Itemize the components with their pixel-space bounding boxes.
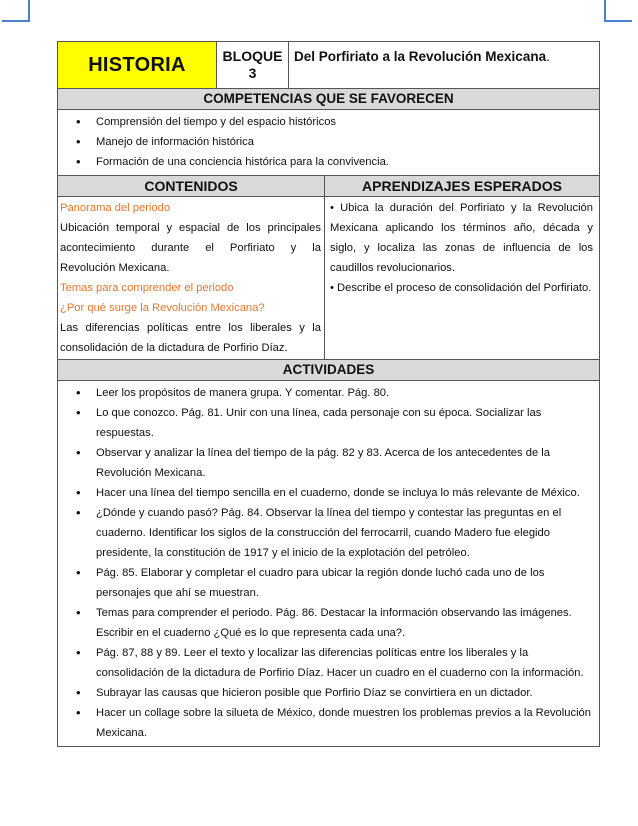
list-item: • Hacer un collage sobre la silueta de México, donde muestren los problemas previos a la Revolución Mexicana. bbox=[58, 703, 599, 743]
bloque-cell bbox=[217, 42, 289, 89]
corner-mark-right bbox=[604, 0, 632, 22]
list-item: • Formación de una conciencia histórica para la convivencia. bbox=[58, 152, 599, 172]
competencias-cell bbox=[58, 110, 600, 176]
panorama-text-line: acontecimiento durante el Porfiriato y la bbox=[60, 242, 321, 254]
list-item: • Subrayar las causas que hicieron posible que Porfirio Díaz se convirtiera en un dictador. bbox=[58, 683, 599, 703]
list-item: • Lo que conozco. Pág. 81. Unir con una línea, cada personaje con su época. Socializar las respuestas. bbox=[58, 403, 599, 443]
lesson-plan-table bbox=[57, 41, 600, 747]
list-item: • Observar y analizar la línea del tiempo de la pág. 82 y 83. Acerca de los antecedentes de la Revolución Mexicana. bbox=[58, 443, 599, 483]
list-item: • Hacer una línea del tiempo sencilla en el cuaderno, donde se incluya lo más relevante de México. bbox=[58, 483, 599, 503]
corner-mark-left bbox=[2, 0, 30, 22]
panorama-heading: Panorama del periodo bbox=[60, 202, 171, 214]
block-title-cell bbox=[289, 42, 600, 89]
contenidos-heading: CONTENIDOS bbox=[58, 176, 325, 197]
actividades-list bbox=[58, 381, 599, 746]
list-item: • Pág. 85. Elaborar y completar el cuadro para ubicar la región donde luchó cada uno de los personajes que ahí se muestran. bbox=[58, 563, 599, 603]
actividades-heading: ACTIVIDADES bbox=[58, 360, 600, 381]
diferencias-text: Las diferencias políticas entre los liberales y la consolidación de la dictadura de Porfirio Díaz. bbox=[60, 322, 321, 354]
contenidos-cell bbox=[58, 197, 325, 360]
actividades-cell bbox=[58, 381, 600, 747]
panorama-text-line: Ubicación temporal y espacial de los principales bbox=[60, 222, 321, 234]
aprendizaje-item: • Describe el proceso de consolidación del Porfiriato. bbox=[330, 282, 592, 294]
header-row bbox=[58, 42, 600, 89]
list-item: • Pág. 87, 88 y 89. Leer el texto y localizar las diferencias políticas entre los liberales y la consolidación de la dictadura de Porfirio Díaz. Hacer un cuadro en el cuaderno con la información. bbox=[58, 643, 599, 683]
competencias-list bbox=[58, 110, 599, 175]
subject-cell bbox=[58, 42, 217, 89]
list-item: • Temas para comprender el periodo. Pág. 86. Destacar la información observando las imágenes. Escribir en el cuaderno ¿Qué es lo que representa cada una?. bbox=[58, 603, 599, 643]
bloque-label: BLOQUE bbox=[222, 48, 283, 64]
lesson-plan-sheet bbox=[57, 41, 599, 747]
competencias-heading: COMPETENCIAS QUE SE FAVORECEN bbox=[58, 89, 600, 110]
subject-title: HISTORIA bbox=[88, 53, 186, 76]
aprendizajes-cell bbox=[325, 197, 600, 360]
bloque-number: 3 bbox=[248, 65, 257, 81]
temas-heading: Temas para comprender el periodo bbox=[60, 282, 234, 294]
list-item: • Leer los propósitos de manera grupa. Y comentar. Pág. 80. bbox=[58, 383, 599, 403]
aprendizaje-item: • Ubica la duración del Porfiriato y la Revolución Mexicana aplicando los términos año, década y siglo, y localiza las zonas de influencia de los caudillos revolucionarios. bbox=[330, 202, 593, 274]
list-item: • ¿Dónde y cuando pasó? Pág. 84. Observar la línea del tiempo y contestar las preguntas en el cuaderno. Identificar los siglos de la construcción del ferrocarril, cuando Madero fue elegido presidente, la constitución de 1917 y el inicio de la explotación del petróleo. bbox=[58, 503, 599, 563]
pregunta-text: ¿Por qué surge la Revolución Mexicana? bbox=[60, 302, 265, 314]
list-item: • Manejo de información histórica bbox=[58, 132, 599, 152]
panorama-text-line: Revolución Mexicana. bbox=[60, 262, 170, 274]
block-title: Del Porfiriato a la Revolución Mexicana bbox=[294, 49, 547, 64]
aprendizajes-heading: APRENDIZAJES ESPERADOS bbox=[325, 176, 600, 197]
block-title-end: . bbox=[546, 49, 550, 64]
list-item: • Comprensión del tiempo y del espacio históricos bbox=[58, 112, 599, 132]
